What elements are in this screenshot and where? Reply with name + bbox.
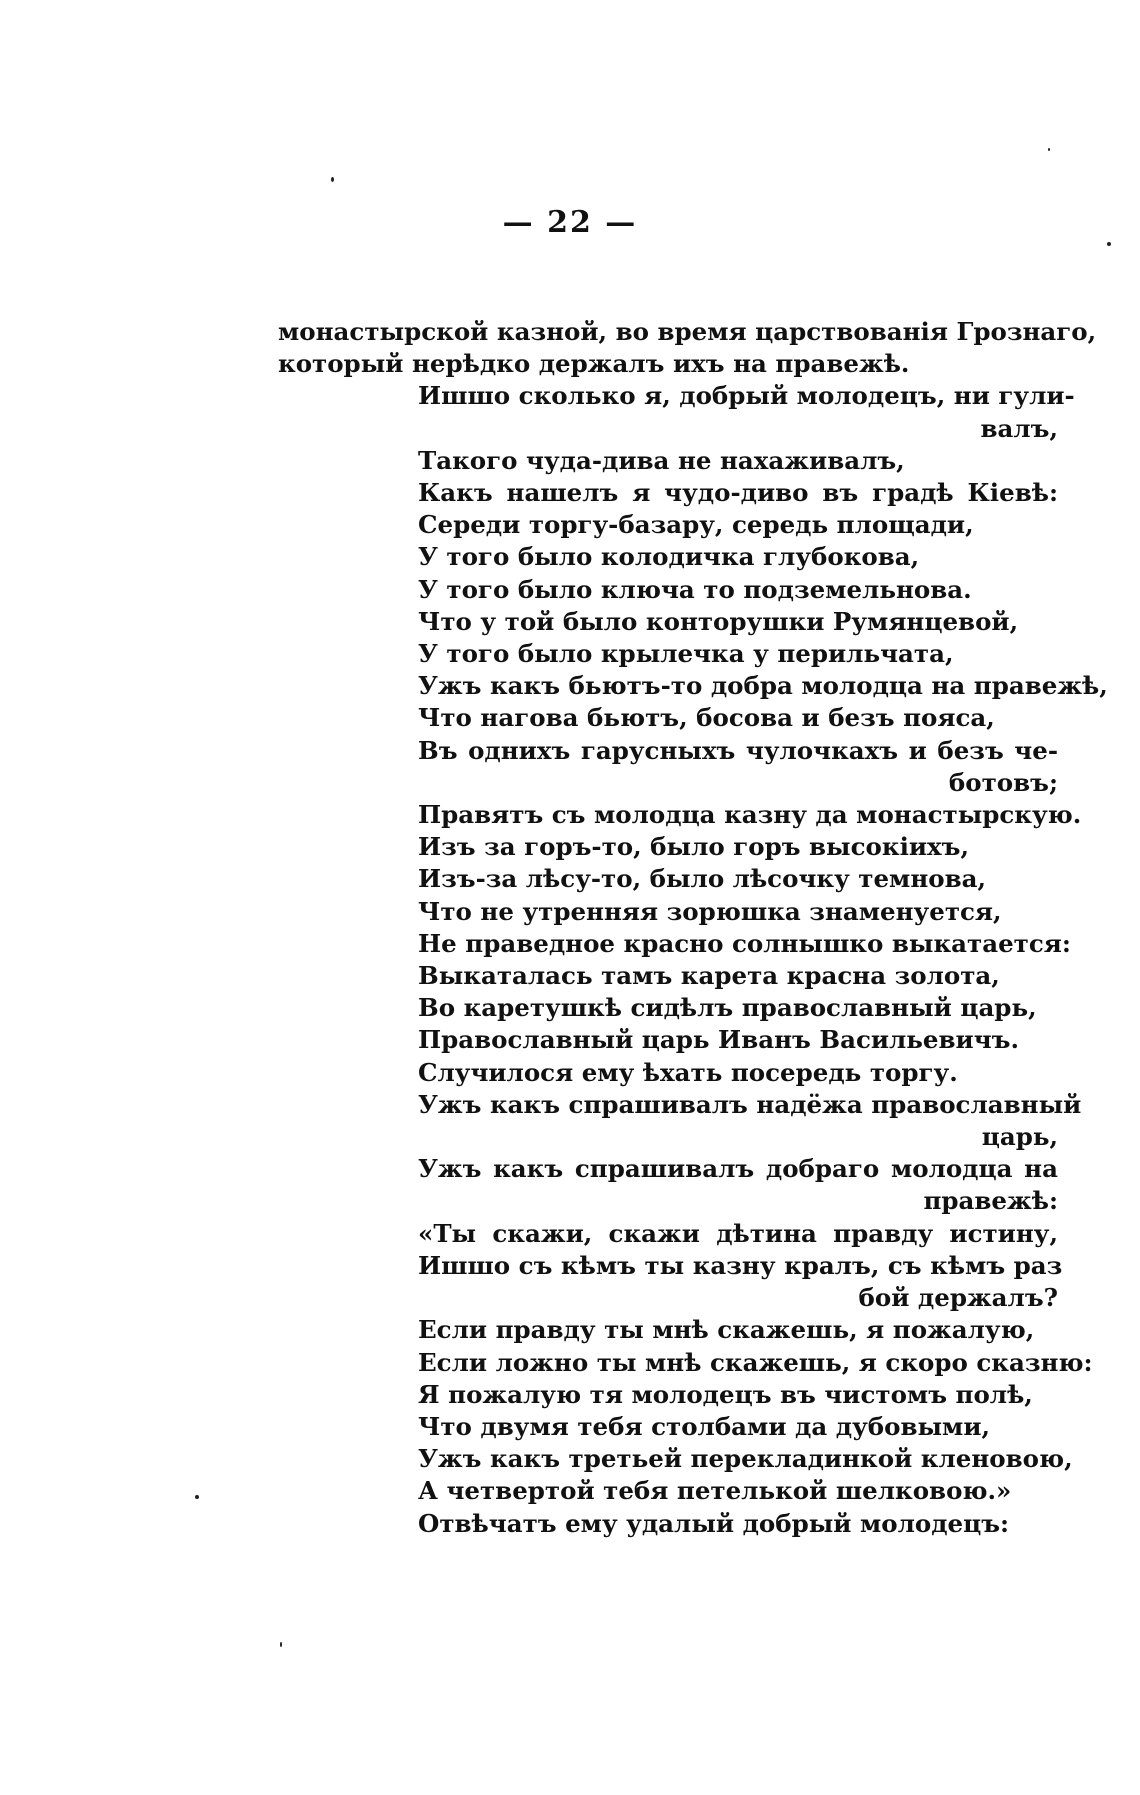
scan-speck xyxy=(280,1642,282,1647)
prose-line: который нерѣдко держалъ ихъ на правежѣ. xyxy=(278,349,910,379)
verse-line: У того было крылечка у перильчата, xyxy=(418,639,954,669)
verse-line: Середи торгу-базару, середь площади, xyxy=(418,510,974,540)
verse-line: Ужъ какъ третьей перекладинкой кленовою, xyxy=(418,1444,1073,1474)
verse-line-continuation: правежѣ: xyxy=(923,1186,1058,1216)
verse-line: Въ однихъ гарусныхъ чулочкахъ и безъ че- xyxy=(418,735,1058,765)
verse-line: Я пожалую тя молодецъ въ чистомъ полѣ, xyxy=(418,1379,1033,1409)
verse-line: «Ты скажи, скажи дѣтина правду истину, xyxy=(418,1218,1058,1248)
verse-line-continuation: царь, xyxy=(981,1122,1058,1152)
verse-line: Что у той было конторушки Румянцевой, xyxy=(418,606,1019,636)
prose-paragraph xyxy=(278,316,1097,380)
verse-line: Если ложно ты мнѣ скажешь, я скоро сказню: xyxy=(418,1347,1093,1377)
verse-line: Отвѣчатъ ему удалый добрый молодецъ: xyxy=(418,1508,1010,1538)
verse-line-continuation: валъ, xyxy=(980,413,1058,443)
verse-block xyxy=(278,380,1108,1539)
verse-line: Что двумя тебя столбами да дубовыми, xyxy=(418,1411,991,1441)
verse-line: Ишшо сколько я, добрый молодецъ, ни гули- xyxy=(418,381,1075,411)
verse-line: Какъ нашелъ я чудо-диво въ градѣ Кіевѣ: xyxy=(418,478,1058,508)
text-block xyxy=(278,316,1108,1540)
verse-line: У того было колодичка глубокова, xyxy=(418,542,920,572)
verse-line: Ужъ какъ спрашивалъ добраго молодца на xyxy=(418,1154,1058,1184)
verse-line: Изъ за горъ-то, было горъ высокіихъ, xyxy=(418,832,969,862)
prose-line: монастырской казной, во время царствованія Грознаго, xyxy=(278,317,1097,346)
scan-speck xyxy=(331,177,334,182)
verse-line: Ужъ какъ спрашивалъ надёжа православный xyxy=(418,1089,1082,1119)
verse-line: Не праведное красно солнышко выкатается: xyxy=(418,928,1071,958)
verse-line-continuation: бой держалъ? xyxy=(858,1283,1058,1313)
scan-speck xyxy=(195,1495,199,1499)
verse-line: Православный царь Иванъ Васильевичъ. xyxy=(418,1025,1019,1055)
verse-line: Во каретушкѣ сидѣлъ православный царь, xyxy=(418,993,1037,1023)
verse-line: Ишшо съ кѣмъ ты казну кралъ, съ кѣмъ раз xyxy=(418,1250,1063,1280)
verse-line: Изъ-за лѣсу-то, было лѣсочку темнова, xyxy=(418,864,987,894)
verse-line: А четвертой тебя петелькой шелковою.» xyxy=(418,1476,1012,1506)
verse-line-continuation: ботовъ; xyxy=(948,767,1058,797)
verse-line: Выкаталась тамъ карета красна золота, xyxy=(418,961,1000,991)
verse-line: Такого чуда-дива не нахаживалъ, xyxy=(418,445,905,475)
verse-line: Если правду ты мнѣ скажешь, я пожалую, xyxy=(418,1315,1035,1345)
scan-speck xyxy=(1107,242,1111,246)
scan-speck xyxy=(1048,148,1050,151)
verse-line: Что не утренняя зорюшка знаменуется, xyxy=(418,896,1002,926)
verse-line: Случилося ему ѣхать посередь торгу. xyxy=(418,1057,958,1087)
page-number: — 22 — xyxy=(502,205,638,240)
verse-line: У того было ключа то подземельнова. xyxy=(418,574,972,604)
verse-line: Ужъ какъ бьютъ-то добра молодца на правежѣ, xyxy=(418,671,1108,701)
verse-line: Что нагова бьютъ, босова и безъ пояса, xyxy=(418,703,995,733)
verse-line: Правятъ съ молодца казну да монастырскую. xyxy=(418,800,1082,830)
